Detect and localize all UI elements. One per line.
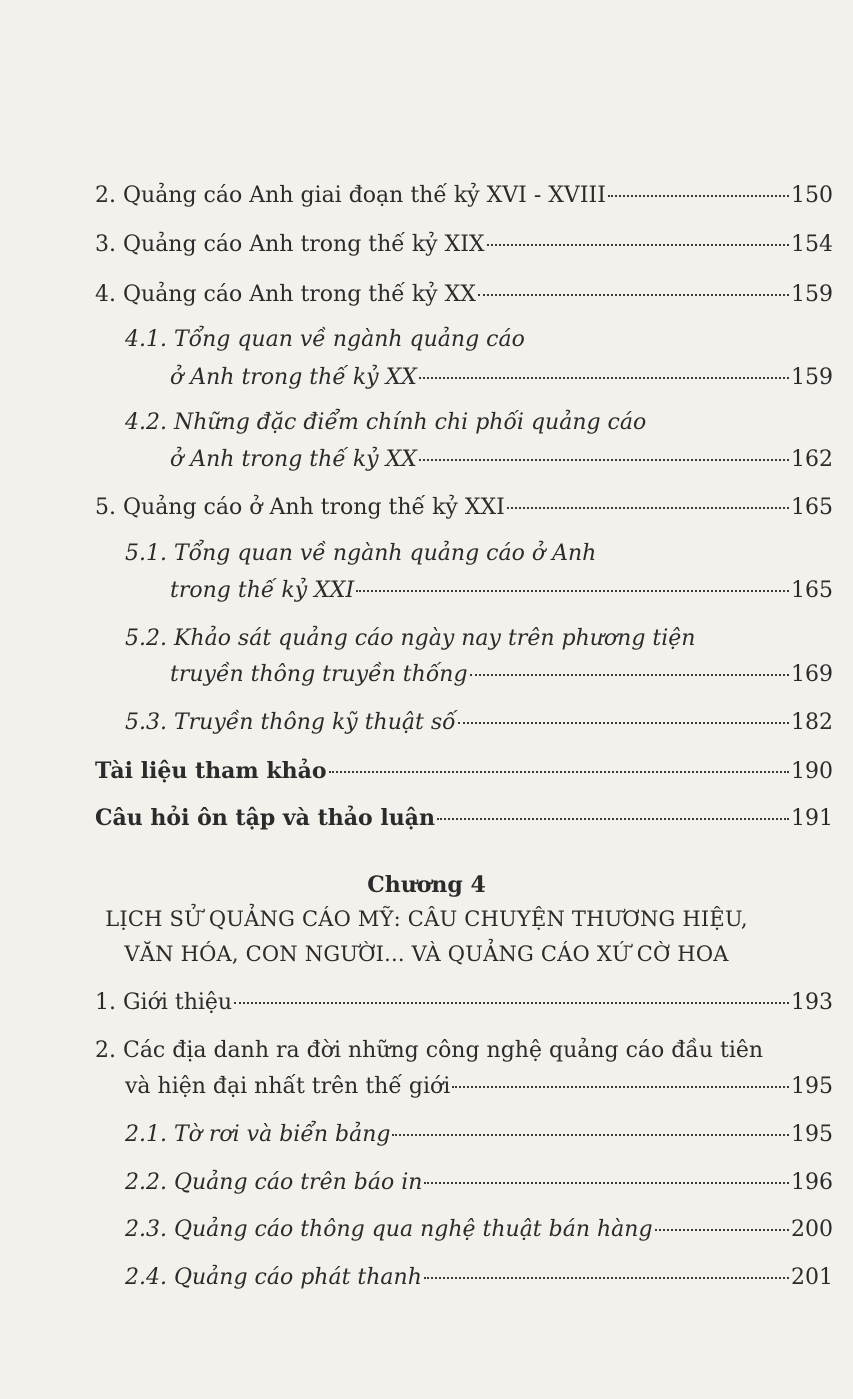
toc-entry-page: 154	[791, 232, 833, 257]
toc-entry-title: 5. Quảng cáo ở Anh trong thế kỷ XXI	[95, 495, 505, 520]
dot-leader	[392, 1133, 789, 1136]
toc-entry-title: Câu hỏi ôn tập và thảo luận	[95, 805, 435, 831]
dot-leader	[478, 293, 789, 296]
toc-entry-page: 190	[791, 759, 833, 784]
dot-leader	[452, 1085, 789, 1088]
toc-entry	[125, 1169, 833, 1197]
toc-entry	[170, 577, 833, 605]
chapter-title-line1: LỊCH SỬ QUẢNG CÁO MỸ: CÂU CHUYỆN THƯƠNG HIỆU,	[105, 907, 748, 931]
toc-entry-title-line1: 4.1. Tổng quan về ngành quảng cáo	[125, 327, 525, 352]
toc-entry-title: Tài liệu tham khảo	[95, 758, 327, 784]
toc-entry-page: 159	[791, 282, 833, 307]
toc-entry-title-line2: ở Anh trong thế kỷ XX	[170, 365, 417, 390]
toc-entry-page: 165	[791, 578, 833, 603]
toc-entry-title: 4. Quảng cáo Anh trong thế kỷ XX	[95, 282, 476, 307]
dot-leader	[329, 770, 790, 773]
toc-entry-page: 182	[791, 710, 833, 735]
toc-entry-title-line1: 5.1. Tổng quan về ngành quảng cáo ở Anh	[125, 541, 597, 566]
dot-leader	[424, 1276, 789, 1279]
toc-entry	[170, 661, 833, 689]
toc-entry-page: 196	[791, 1170, 833, 1195]
dot-leader	[487, 243, 789, 246]
toc-entry	[125, 1216, 833, 1244]
toc-entry-page: 200	[791, 1217, 833, 1242]
dot-leader	[458, 721, 789, 724]
toc-entry	[125, 1264, 833, 1292]
toc-entry-title-line1: 4.2. Những đặc điểm chính chi phối quảng cáo	[125, 410, 647, 435]
toc-entry	[95, 989, 833, 1017]
dot-leader	[437, 817, 789, 820]
dot-leader	[470, 673, 789, 676]
toc-entry	[125, 1121, 833, 1149]
toc-entry-title-line2: truyền thông truyền thống	[170, 662, 468, 687]
dot-leader	[608, 194, 789, 197]
toc-entry-title-line1: 2. Các địa danh ra đời những công nghệ quảng cáo đầu tiên	[95, 1038, 764, 1063]
toc-entry	[95, 182, 833, 210]
toc-entry-title: 2.2. Quảng cáo trên báo in	[125, 1170, 423, 1195]
dot-leader	[507, 506, 789, 509]
toc-entry	[125, 709, 833, 737]
dot-leader	[419, 376, 789, 379]
toc-entry-title: 2. Quảng cáo Anh giai đoạn thế kỷ XVI - XVIII	[95, 183, 606, 208]
toc-entry	[95, 494, 833, 522]
toc-entry	[125, 1073, 833, 1101]
chapter-label: Chương 4	[367, 872, 486, 898]
toc-entry-page: 159	[791, 365, 833, 390]
dot-leader	[419, 458, 789, 461]
toc-entry-title-line2: và hiện đại nhất trên thế giới	[125, 1074, 451, 1099]
toc-entry	[170, 446, 833, 474]
toc-entry-title: 1. Giới thiệu	[95, 990, 233, 1015]
toc-entry-page: 162	[791, 447, 833, 472]
dot-leader	[655, 1228, 789, 1231]
toc-entry-page: 191	[791, 806, 833, 831]
toc-entry-title-line2: trong thế kỷ XXI	[170, 578, 355, 603]
toc-entry-title-line2: ở Anh trong thế kỷ XX	[170, 447, 417, 472]
toc-entry	[95, 804, 833, 833]
chapter-title-line2: VĂN HÓA, CON NGƯỜI... VÀ QUẢNG CÁO XỨ CỜ HOA	[124, 942, 729, 966]
dot-leader	[424, 1181, 789, 1184]
toc-entry-page: 150	[791, 183, 833, 208]
toc-entry-page: 165	[791, 495, 833, 520]
toc-entry-page: 193	[791, 990, 833, 1015]
toc-entry	[170, 364, 833, 392]
toc-entry	[95, 281, 833, 309]
toc-entry-title: 5.3. Truyền thông kỹ thuật số	[125, 710, 456, 735]
toc-entry-title: 3. Quảng cáo Anh trong thế kỷ XIX	[95, 232, 485, 257]
toc-entry-title: 2.3. Quảng cáo thông qua nghệ thuật bán hàng	[125, 1217, 653, 1242]
dot-leader	[234, 1001, 789, 1004]
toc-entry-title-line1: 5.2. Khảo sát quảng cáo ngày nay trên phương tiện	[125, 626, 696, 651]
toc-entry-title: 2.4. Quảng cáo phát thanh	[125, 1265, 422, 1290]
dot-leader	[356, 589, 789, 592]
toc-entry-page: 169	[791, 662, 833, 687]
toc-entry	[95, 231, 833, 259]
toc-entry-page: 195	[791, 1074, 833, 1099]
toc-entry-page: 195	[791, 1122, 833, 1147]
toc-entry-page: 201	[791, 1265, 833, 1290]
toc-entry-title: 2.1. Tờ rơi và biển bảng	[125, 1122, 391, 1147]
toc-entry	[95, 757, 833, 786]
